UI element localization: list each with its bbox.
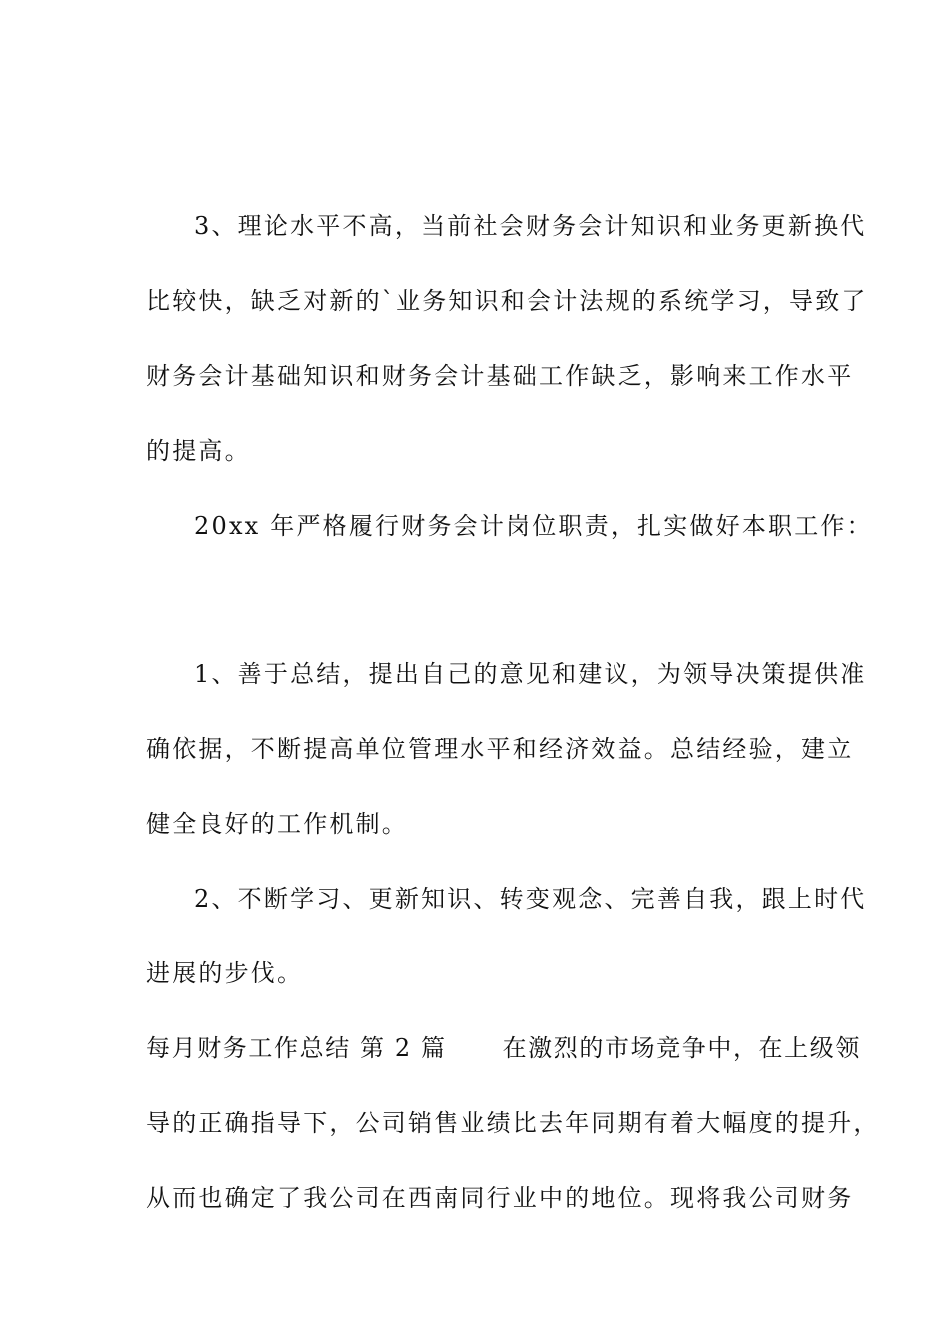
para3-line3: 健全良好的工作机制。 <box>146 810 408 838</box>
section2-first-line <box>146 1033 861 1063</box>
section2-line1-text: 在激烈的市场竞争中，在上级领 <box>502 1034 861 1062</box>
para1-line4: 的提高。 <box>146 437 251 465</box>
para3-line1: 1、善于总结，提出自己的意见和建议，为领导决策提供准 <box>194 660 867 688</box>
para4-line1: 2、不断学习、更新知识、转变观念、完善自我，跟上时代 <box>194 885 867 913</box>
para2-line1: 20xx 年严格履行财务会计岗位职责，扎实做好本职工作： <box>194 512 873 540</box>
para1-line3: 财务会计基础知识和财务会计基础工作缺乏，影响来工作水平 <box>146 362 854 390</box>
section2-line3: 从而也确定了我公司在西南同行业中的地位。现将我公司财务 <box>146 1184 854 1212</box>
para3-line2: 确依据，不断提高单位管理水平和经济效益。总结经验，建立 <box>146 735 854 763</box>
section2-line2: 导的正确指导下，公司销售业绩比去年同期有着大幅度的提升， <box>146 1109 880 1137</box>
para1-line2: 比较快，缺乏对新的`业务知识和会计法规的系统学习，导致了 <box>146 287 868 315</box>
section2-title: 每月财务工作总结 第 2 篇 <box>146 1034 447 1062</box>
para4-line2: 进展的步伐。 <box>146 959 304 987</box>
para1-line1: 3、理论水平不高，当前社会财务会计知识和业务更新换代 <box>194 212 867 240</box>
